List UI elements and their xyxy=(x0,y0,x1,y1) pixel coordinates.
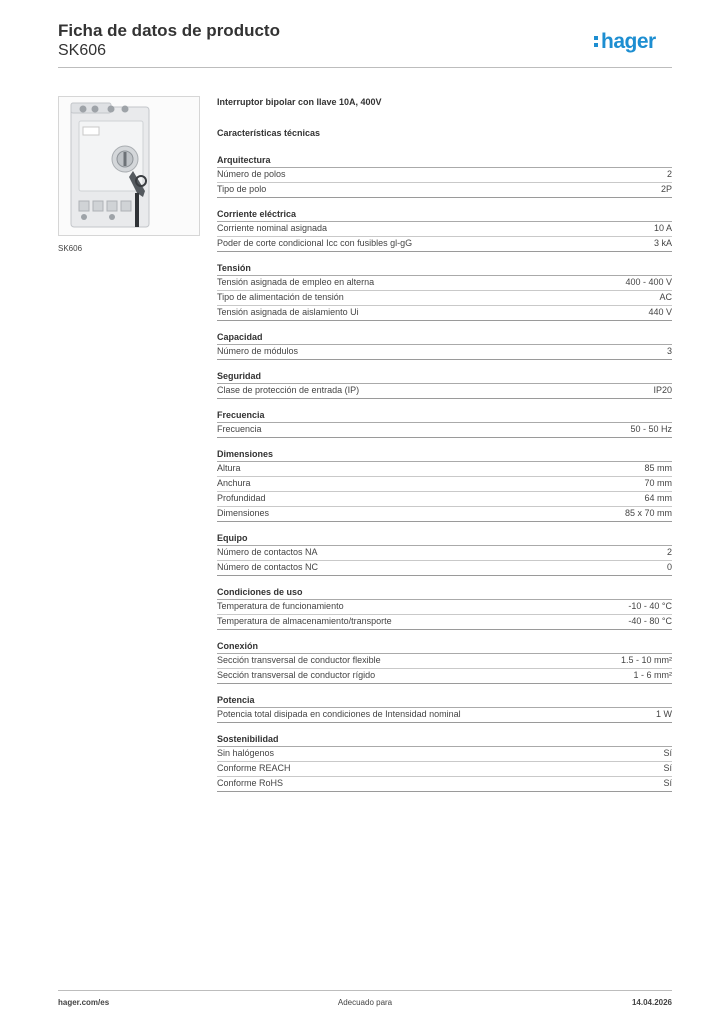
spec-row xyxy=(217,168,672,183)
spec-value: 85 x 70 mm xyxy=(624,508,672,518)
spec-value: 400 - 400 V xyxy=(625,277,672,287)
spec-content xyxy=(217,97,672,792)
spec-value: IP20 xyxy=(653,385,672,395)
spec-label: Temperatura de almacenamiento/transporte xyxy=(217,616,392,626)
spec-label: Corriente nominal asignada xyxy=(217,223,328,233)
spec-group-title: Potencia xyxy=(217,694,672,708)
spec-label: Tensión asignada de empleo en alterna xyxy=(217,277,375,287)
product-code: SK606 xyxy=(58,42,107,59)
spec-row xyxy=(217,276,672,291)
spec-group xyxy=(217,208,672,252)
spec-row xyxy=(217,507,672,522)
spec-row xyxy=(217,306,672,321)
spec-group-title: Sostenibilidad xyxy=(217,733,672,747)
spec-group xyxy=(217,586,672,630)
spec-group xyxy=(217,409,672,438)
spec-label: Potencia total disipada en condiciones de Intensidad nominal xyxy=(217,709,461,719)
spec-label: Tipo de polo xyxy=(217,184,267,194)
spec-value: 2P xyxy=(660,184,672,194)
spec-label: Sección transversal de conductor flexible xyxy=(217,655,381,665)
spec-value: 64 mm xyxy=(644,493,672,503)
spec-value: 70 mm xyxy=(644,478,672,488)
spec-label: Poder de corte condicional Icc con fusibles gl-gG xyxy=(217,238,413,248)
spec-group xyxy=(217,694,672,723)
spec-row xyxy=(217,384,672,399)
spec-value: 3 xyxy=(666,346,672,356)
spec-value: 2 xyxy=(666,547,672,557)
spec-label: Profundidad xyxy=(217,493,266,503)
spec-label: Sección transversal de conductor rígido xyxy=(217,670,376,680)
spec-group-title: Tensión xyxy=(217,262,672,276)
product-image xyxy=(58,96,200,236)
footer-date: 14.04.2026 xyxy=(631,998,672,1007)
spec-row xyxy=(217,345,672,360)
footer-website[interactable]: hager.com/es xyxy=(58,998,110,1007)
spec-label: Tensión asignada de aislamiento Ui xyxy=(217,307,359,317)
spec-group-title: Frecuencia xyxy=(217,409,672,423)
spec-row xyxy=(217,291,672,306)
spec-group-title: Equipo xyxy=(217,532,672,546)
spec-row xyxy=(217,462,672,477)
spec-value: AC xyxy=(659,292,672,302)
spec-group xyxy=(217,331,672,360)
spec-row xyxy=(217,546,672,561)
hager-logo xyxy=(594,28,674,58)
spec-group-title: Arquitectura xyxy=(217,154,672,168)
spec-row xyxy=(217,747,672,762)
spec-label: Número de módulos xyxy=(217,346,299,356)
spec-row xyxy=(217,561,672,576)
spec-row xyxy=(217,708,672,723)
spec-value: 0 xyxy=(666,562,672,572)
spec-group-title: Capacidad xyxy=(217,331,672,345)
spec-row xyxy=(217,237,672,252)
spec-row xyxy=(217,762,672,777)
spec-label: Anchura xyxy=(217,478,251,488)
spec-value: 2 xyxy=(666,169,672,179)
footer-divider xyxy=(58,990,672,991)
spec-group-title: Conexión xyxy=(217,640,672,654)
spec-label: Frecuencia xyxy=(217,424,262,434)
spec-group xyxy=(217,154,672,198)
spec-row xyxy=(217,183,672,198)
product-description: Interruptor bipolar con llave 10A, 400V xyxy=(217,97,382,107)
specs-heading: Características técnicas xyxy=(217,128,321,138)
spec-value: -40 - 80 °C xyxy=(628,616,672,626)
logo-text: hager xyxy=(601,30,656,53)
spec-row xyxy=(217,477,672,492)
spec-row xyxy=(217,615,672,630)
spec-group-title: Dimensiones xyxy=(217,448,672,462)
footer-suitable-for: Adecuado para xyxy=(337,998,393,1007)
spec-value: 1 - 6 mm² xyxy=(633,670,672,680)
spec-value: 85 mm xyxy=(644,463,672,473)
spec-value: 3 kA xyxy=(653,238,672,248)
spec-row xyxy=(217,777,672,792)
spec-value: 1.5 - 10 mm² xyxy=(620,655,672,665)
spec-value: Sí xyxy=(663,763,672,773)
spec-groups xyxy=(217,154,672,792)
spec-label: Conforme REACH xyxy=(217,763,291,773)
spec-value: 1 W xyxy=(655,709,672,719)
spec-label: Conforme RoHS xyxy=(217,778,284,788)
spec-row xyxy=(217,600,672,615)
spec-label: Temperatura de funcionamiento xyxy=(217,601,344,611)
spec-label: Sin halógenos xyxy=(217,748,275,758)
spec-group xyxy=(217,448,672,522)
spec-value: 440 V xyxy=(648,307,672,317)
spec-group xyxy=(217,262,672,321)
spec-group xyxy=(217,370,672,399)
spec-group-title: Corriente eléctrica xyxy=(217,208,672,222)
spec-value: Sí xyxy=(663,778,672,788)
spec-group-title: Seguridad xyxy=(217,370,672,384)
spec-label: Número de contactos NA xyxy=(217,547,318,557)
spec-value: Sí xyxy=(663,748,672,758)
spec-value: 10 A xyxy=(653,223,672,233)
product-image-caption: SK606 xyxy=(58,244,83,253)
spec-group xyxy=(217,640,672,684)
header-divider xyxy=(58,67,672,68)
spec-row xyxy=(217,669,672,684)
spec-row xyxy=(217,222,672,237)
spec-value: -10 - 40 °C xyxy=(628,601,672,611)
spec-value: 50 - 50 Hz xyxy=(630,424,672,434)
spec-label: Dimensiones xyxy=(217,508,270,518)
spec-label: Clase de protección de entrada (IP) xyxy=(217,385,360,395)
page-footer xyxy=(58,998,672,1010)
spec-row xyxy=(217,492,672,507)
spec-label: Número de contactos NC xyxy=(217,562,319,572)
spec-label: Número de polos xyxy=(217,169,286,179)
spec-row xyxy=(217,423,672,438)
spec-row xyxy=(217,654,672,669)
spec-group xyxy=(217,532,672,576)
spec-group-title: Condiciones de uso xyxy=(217,586,672,600)
spec-group xyxy=(217,733,672,792)
page-title: Ficha de datos de producto xyxy=(58,21,280,40)
spec-label: Altura xyxy=(217,463,241,473)
spec-label: Tipo de alimentación de tensión xyxy=(217,292,344,302)
page-header xyxy=(58,20,280,61)
